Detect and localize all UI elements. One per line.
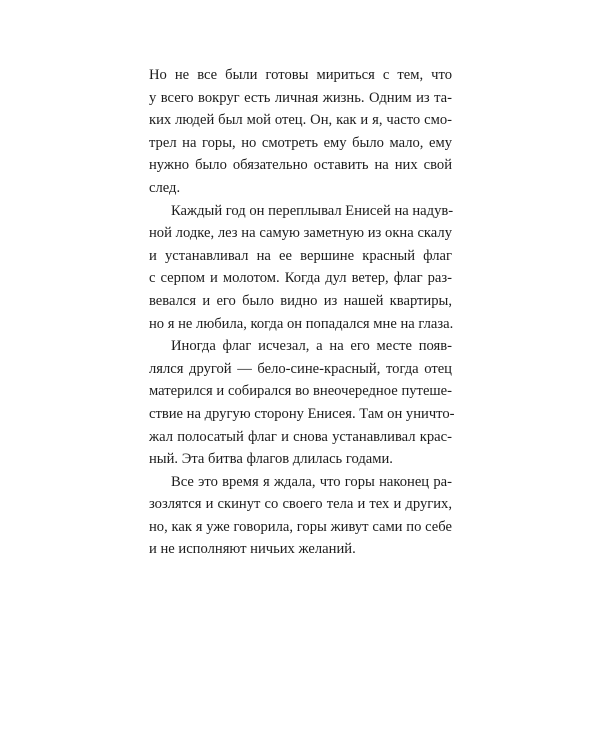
text-line: с серпом и молотом. Когда дул ветер, флаг раз- (149, 270, 452, 287)
paragraph-3 (149, 335, 455, 471)
text-line: и не исполняют ничьих желаний. (149, 541, 356, 558)
text-line: но, как я уже говорила, горы живут сами по себе (149, 518, 452, 535)
text-line: нужно было обязательно оставить на них свой (149, 157, 452, 174)
text-line: жал полосатый флаг и снова устанавливал крас- (149, 428, 452, 445)
text-line: ствие на другую сторону Енисея. Там он уничто- (149, 405, 455, 422)
text-line: Все это время я ждала, что горы наконец ра- (171, 473, 452, 490)
text-line: но я не любила, когда он попадался мне на глаза. (149, 315, 454, 332)
text-line: Каждый год он переплывал Енисей на надув- (171, 202, 454, 219)
text-line: лялся другой — бело-сине-красный, тогда отец (149, 360, 452, 377)
body-text (149, 64, 455, 561)
text-line: Но не все были готовы мириться с тем, что (149, 67, 452, 83)
text-line: Иногда флаг исчезал, а на его месте появ- (171, 338, 452, 355)
text-line: зозлятся и скинут со своего тела и тех и других, (149, 496, 452, 513)
text-line: ких людей был мой отец. Он, как и я, часто смо- (149, 112, 452, 129)
text-line: и устанавливал на ее вершине красный флаг (149, 247, 452, 264)
text-line: след. (149, 179, 181, 196)
paragraph-1 (149, 64, 452, 200)
text-line: матерился и собирался во внеочередное путеше- (149, 383, 452, 400)
paragraph-2 (149, 200, 452, 336)
paragraph-4 (149, 471, 452, 561)
text-line: вевался и его было видно из нашей квартиры, (149, 292, 452, 309)
text-line: ной лодке, лез на самую заметную из окна скалу (149, 225, 452, 242)
text-line: трел на горы, но смотреть ему было мало, ему (149, 134, 452, 151)
text-line: у всего вокруг есть личная жизнь. Одним из та- (149, 89, 452, 106)
text-line: ный. Эта битва флагов длилась годами. (149, 451, 393, 468)
